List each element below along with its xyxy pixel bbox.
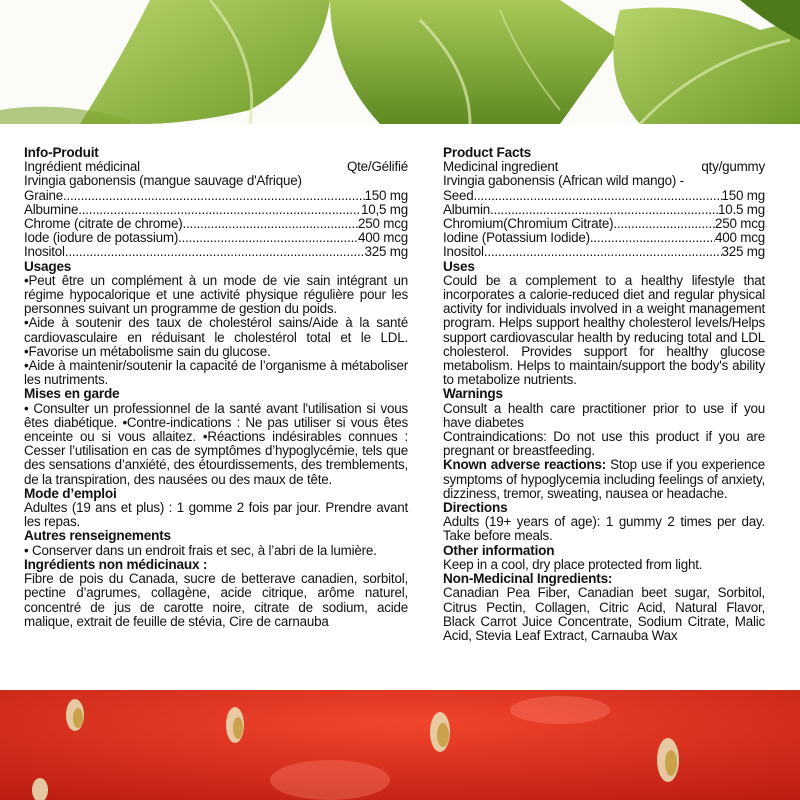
en-nonmed-heading: Non-Medicinal Ingredients:: [443, 571, 613, 587]
fr-ingredient-value: 250 mcg: [358, 217, 408, 232]
fr-ingredient-label: Inositol: [24, 245, 65, 260]
en-directions-heading: Directions: [443, 500, 508, 516]
en-nonmed-text: Canadian Pea Fiber, Canadian beet sugar, Sorbitol, Citrus Pectin, Collagen, Citric Acid, Natural Flavor, Black Carrot Juice Concentrate, Sodium Citrate, Malic Acid, Stevia Leaf Extract, Carnauba Wax: [443, 585, 765, 643]
leaves-image: [0, 0, 800, 124]
fr-ingredient-row: [24, 231, 408, 245]
english-panel: [443, 146, 765, 643]
en-ingredient-row: [443, 217, 765, 231]
fr-other-text: • Conserver dans un endroit frais et sec, à l’abri de la lumière.: [24, 542, 377, 558]
fr-directions-text: Adultes (19 ans et plus) : 1 gomme 2 fois par jour. Prendre avant les repas.: [24, 500, 408, 530]
fr-usages-text: •Aide à maintenir/soutenir la capacité de l’organisme à métaboliser les nutriments.: [24, 358, 408, 388]
en-ingredient-value: 400 mcg: [715, 231, 765, 246]
en-ingredient-value: 250 mcg: [715, 217, 765, 232]
en-adverse-text: Stop use if you experience symptoms of hypoglycemia including feelings of anxiety, dizziness, tremor, sweating, nausea or headache.: [443, 457, 765, 501]
fr-header-left: Ingrédient médicinal: [24, 160, 140, 175]
en-title: Product Facts: [443, 145, 532, 160]
en-header-left: Medicinal ingredient: [443, 160, 559, 175]
fr-header-right: Qte/Gélifié: [346, 160, 408, 175]
fr-warnings-heading: Mises en garde: [24, 386, 120, 402]
en-directions-text: Adults (19+ years of age): 1 gummy 2 times per day. Take before meals.: [443, 514, 765, 544]
en-uses-text: Could be a complement to a healthy lifestyle that incorporates a calorie-reduced diet and regular physical activity for individuals involved in a weight management program. Helps support healthy cholesterol levels/Helps support cardiovascular health by reducing total and LDL cholesterol. Provides support for healthy glucose metabolism. Helps to maintain/support the body's ability to metabolize nutrients.: [443, 272, 765, 388]
en-ingredient-label: Chromium(Chromium Citrate): [443, 217, 614, 232]
en-adverse-reactions: [443, 458, 765, 501]
en-ingredient-header: [443, 160, 765, 174]
fr-ingredient-value: 150 mg: [364, 188, 408, 203]
strawberry-image: [0, 690, 800, 800]
en-ingredient-label: Seed: [443, 188, 474, 203]
en-ingredient-label: Albumin: [443, 202, 490, 217]
en-ingredient-row: [443, 189, 765, 203]
en-warnings-text: Contraindications: Do not use this product if you are pregnant or breastfeeding.: [443, 429, 765, 459]
fr-title: Info-Produit: [24, 145, 99, 160]
fr-usages-heading: Usages: [24, 258, 72, 274]
fr-ingredient-header: [24, 160, 408, 174]
en-ingredient-row: [443, 245, 765, 259]
fr-ingredient-row: [24, 217, 408, 231]
fr-nonmed-text: Fibre de pois du Canada, sucre de betterave canadien, sorbitol, pectine d’agrumes, collagène, acide citrique, arôme naturel, concentré de jus de carotte noire, citrate de sodium, acide malique, extrait de feuille de stévia, Cire de carnauba: [24, 571, 408, 629]
fr-usages-text: •Aide à soutenir des taux de cholestérol sains/Aide à la santé cardiovasculaire en réduisant le cholestérol total et le LDL. •Favorise un métabolisme sain du glucose.: [24, 315, 408, 359]
en-uses-heading: Uses: [443, 258, 475, 274]
en-warnings-heading: Warnings: [443, 386, 503, 402]
fr-ingredient-row: [24, 189, 408, 203]
en-ingredient-row: [443, 203, 765, 217]
fr-warnings-text: • Consulter un professionnel de la santé avant l'utilisation si vous êtes diabétique. •Contre-indications : Ne pas utiliser si vous êtes enceinte ou si vous allaitez. •Réactions indésirables connues : Cesser l’utilisation en cas de symptômes d’hypoglycémie, tels que des sensations d’anxiété, des étourdissements, des tremblements, de la transpiration, des nausées ou des maux de tête.: [24, 400, 408, 487]
en-ingredient-value: 10.5 mg: [718, 202, 765, 217]
french-panel: [24, 146, 408, 629]
en-ingredient-value: 325 mg: [721, 245, 765, 260]
fr-usages-text: •Peut être un complément à un mode de vie sain intégrant un régime hypocalorique et une activité physique régulière pour les personnes suivant un programme de gestion du poids.: [24, 272, 408, 317]
fr-subtitle: Irvingia gabonensis (mangue sauvage d'Afrique): [24, 173, 302, 189]
leaves-photo: [0, 0, 800, 124]
fr-ingredient-label: Albumine: [24, 202, 79, 217]
en-ingredient-label: Iodine (Potassium Iodide): [443, 231, 590, 246]
fr-other-heading: Autres renseignements: [24, 528, 171, 544]
fr-nonmed-heading: Ingrédients non médicinaux :: [24, 556, 208, 572]
en-subtitle: Irvingia gabonensis (African wild mango) -: [443, 173, 684, 189]
en-warnings-text: Consult a health care practitioner prior to use if you have diabetes: [443, 400, 765, 430]
fr-ingredient-value: 325 mg: [364, 245, 408, 260]
strawberry-photo: [0, 690, 800, 800]
en-other-text: Keep in a cool, dry place protected from light.: [443, 556, 703, 572]
fr-ingredient-value: 10,5 mg: [361, 202, 408, 217]
fr-ingredient-label: Iode (iodure de potassium): [24, 231, 179, 246]
en-other-heading: Other information: [443, 542, 555, 558]
en-header-right: qty/gummy: [701, 160, 765, 175]
fr-ingredient-value: 400 mcg: [358, 231, 408, 246]
en-adverse-label: Known adverse reactions:: [443, 457, 607, 473]
fr-ingredient-row: [24, 245, 408, 259]
en-ingredient-label: Inositol: [443, 245, 484, 260]
fr-ingredient-label: Chrome (citrate de chrome): [24, 217, 183, 232]
fr-ingredient-row: [24, 203, 408, 217]
en-ingredient-row: [443, 231, 765, 245]
fr-directions-heading: Mode d’emploi: [24, 485, 117, 501]
fr-ingredient-label: Graine: [24, 188, 63, 203]
en-ingredient-value: 150 mg: [721, 188, 765, 203]
